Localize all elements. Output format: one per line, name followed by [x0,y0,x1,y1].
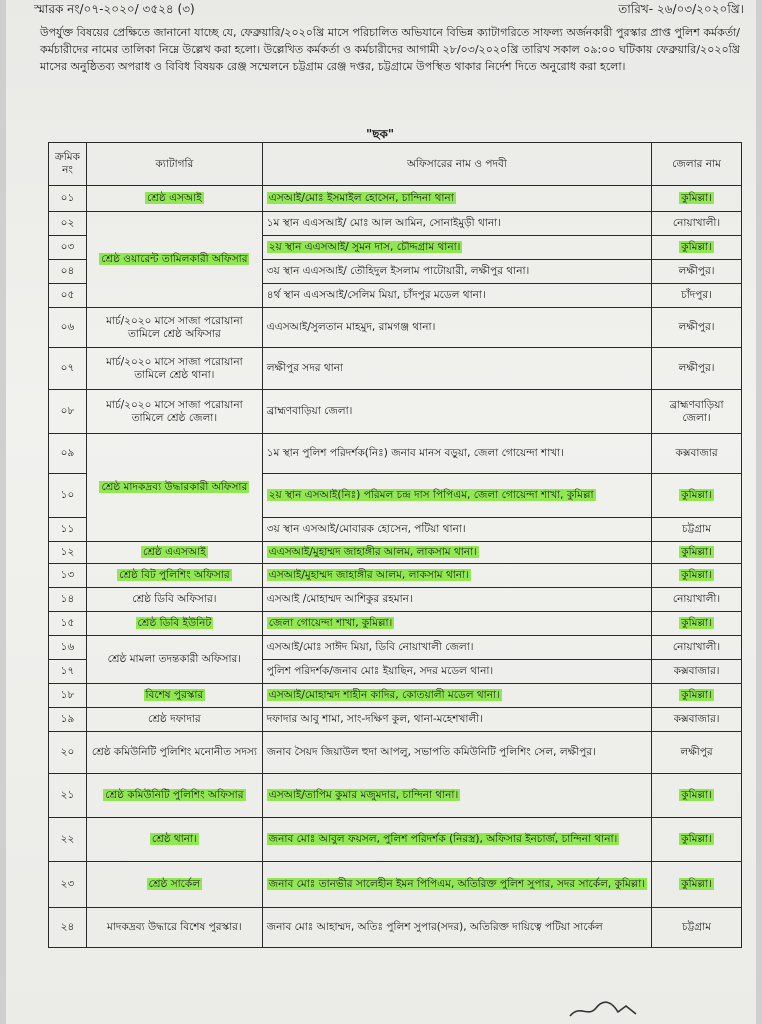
cell-district: চট্টগ্রাম [652,908,742,948]
table-row [49,908,742,948]
highlight-mark: কুমিল্লা। [681,617,712,629]
cell-category [86,186,262,212]
cell-district [652,818,742,862]
cell-category: শ্রেষ্ঠ মামলা তদন্তকারী অফিসার। [86,636,262,684]
cell-serial: ০৫ [49,284,87,308]
cell-district: কক্সবাজার [652,434,742,474]
highlight-mark: কুমিল্লা। [681,192,712,204]
cell-district [652,542,742,564]
cell-serial: ২১ [49,774,87,818]
cell-serial: ০৯ [49,434,87,474]
cell-serial: ০৪ [49,260,87,284]
cell-category [86,434,262,542]
cell-district [652,612,742,636]
cell-officer: ৩য় স্থান এএসআই/ তৌহিদুল ইসলাম পাটোয়ারী, লক্ষীপুর থানা। [262,260,651,284]
cell-district: ব্রাহ্মণবাড়িয়া জেলা। [652,390,742,434]
highlight-mark: শ্রেষ্ঠ মাদকদ্রব্য উদ্ধারকারী অফিসার [101,481,248,493]
cell-district [652,236,742,260]
cell-serial: ০১ [49,186,87,212]
cell-category [86,862,262,908]
cell-serial: ১১ [49,518,87,542]
highlight-mark: জেলা গোয়েন্দা শাখা, কুমিল্লা। [268,617,393,629]
cell-officer [262,774,651,818]
highlight-mark: বিশেষ পুরস্কার [145,689,204,701]
highlight-mark: শ্রেষ্ঠ ওয়ারেন্ট তামিলকারী অফিসার [101,253,248,265]
table-row [49,708,742,732]
highlight-mark: কুমিল্লা। [681,689,712,701]
highlight-mark: কুমিল্লা। [681,878,712,890]
highlight-mark: শ্রেষ্ঠ থানা। [151,833,197,845]
cell-serial: ১৯ [49,708,87,732]
table-row [49,308,742,348]
cell-district: নোয়াখালী। [652,212,742,236]
highlight-mark: এসআই/তাপিম কুমার মজুমদার, চান্দিনা থানা। [268,789,459,801]
highlight-mark: শ্রেষ্ঠ সার্কেল [148,878,201,890]
cell-officer [262,474,651,518]
cell-district: লক্ষীপুর। [652,260,742,284]
cell-officer [262,564,651,588]
cell-serial: ১৮ [49,684,87,708]
cell-district: কক্সবাজার। [652,660,742,684]
signature-scribble-icon [566,998,646,1020]
memo-date: তারিখ- ২৬/০৩/২০২০খ্রি। [618,2,744,16]
highlight-mark: শ্রেষ্ঠ ডিবি ইউনিট [137,617,212,629]
cell-officer: ১ম স্থান এএসআই/ মোঃ আল আমিন, সোনাইমুড়ী থানা। [262,212,651,236]
cell-officer [262,684,651,708]
cell-officer [262,862,651,908]
cell-district: লক্ষীপুর। [652,348,742,390]
table-row [49,818,742,862]
intro-paragraph: উপর্যুক্ত বিষয়ের প্রেক্ষিতে জানানো যাচ্ছে যে, ফেব্রুয়ারি/২০২০খ্রি মাসে পরিচালিত অভিযানে বিভিন্ন ক্যাটাগরিতে সাফল্য অর্জনকারী পুরস্কার প্রাপ্ত পুলিশ কর্মকর্তা/কর্মচারীদের নামের তালিকা নিম্নে উল্লেখ করা হলো। উল্লেখিত কর্মকর্তা ও কর্মচারীদের আগামী ২৮/০৩/২০২০খ্রি তারিখ সকাল ০৯:০০ ঘটিকায় ফেব্রুয়ারি/২০২০খ্রি মাসের অনুষ্ঠিতব্য অপরাধ ও বিবিধ বিষয়ক রেঞ্জ সম্মেলনে চট্টগ্রাম রেঞ্জ দপ্তর, চট্টগ্রামে উপস্থিত থাকার নির্দেশ দিতে অনুরোধ করা হলো। [40,26,740,73]
highlight-mark: এসআই/মোঃ ইসমাইল হোসেন, চান্দিনা থানা [268,192,454,204]
section-title: "ছক" [366,127,395,141]
cell-category: মার্চ/২০২০ মাসে সাজা পরোয়ানা তামিলে শ্রেষ্ঠ অফিসার [86,308,262,348]
cell-category [86,542,262,564]
cell-officer: জনাব মোঃ আহাম্মদ, অতিঃ পুলিশ সুপার(সদর), অতিরিক্ত দায়িত্বে পটিয়া সার্কেল [262,908,651,948]
table-row [49,348,742,390]
header-district: জেলার নাম [652,143,742,186]
cell-serial: ২০ [49,732,87,774]
cell-district: কক্সবাজার। [652,708,742,732]
cell-serial: ১৭ [49,660,87,684]
cell-category [86,818,262,862]
cell-district: নোয়াখালী। [652,636,742,660]
cell-category [86,612,262,636]
cell-district: চাঁদপুর। [652,284,742,308]
cell-serial: ১৪ [49,588,87,612]
highlight-mark: জনাব মোঃ তানভীর সালেহীন ইমন পিপিএম, অতিরিক্ত পুলিশ সুপার, সদর সার্কেল, কুমিল্লা। [268,878,646,890]
table-row [49,542,742,564]
table-row [49,434,742,474]
cell-serial: ১৩ [49,564,87,588]
cell-serial: ১২ [49,542,87,564]
cell-district [652,684,742,708]
cell-serial: ০৬ [49,308,87,348]
header-serial: ক্রমিক নং [49,143,87,186]
cell-category: মাদকদ্রব্য উদ্ধারে বিশেষ পুরস্কার। [86,908,262,948]
cell-category [86,564,262,588]
cell-serial: ১০ [49,474,87,518]
cell-district: নোয়াখালী। [652,588,742,612]
cell-serial: ০৭ [49,348,87,390]
cell-serial: ১৬ [49,636,87,660]
cell-serial: ২৩ [49,862,87,908]
cell-officer: এসআই/মোঃ সাঈদ মিয়া, ডিবি নোয়াখালী জেলা। [262,636,651,660]
table-row [49,732,742,774]
cell-officer: ৩য় স্থান এসআই/মোবারক হোসেন, পটিয়া থানা। [262,518,651,542]
highlight-mark: জনাব মোঃ আবুল ফয়সল, পুলিশ পরিদর্শক (নিরস্ত্র), অফিসার ইনচার্জ, চান্দিনা থানা। [268,833,618,845]
cell-category: শ্রেষ্ঠ দফাদার [86,708,262,732]
cell-district [652,564,742,588]
cell-officer: লক্ষীপুর সদর থানা [262,348,651,390]
table-row [49,588,742,612]
cell-district [652,862,742,908]
cell-category [86,774,262,818]
highlight-mark: কুমিল্লা। [681,546,712,558]
cell-serial: ০৩ [49,236,87,260]
table-row [49,186,742,212]
header-officer: অফিসারের নাম ও পদবী [262,143,651,186]
cell-officer: পুলিশ পরিদর্শক/জনাব মোঃ ইয়াছিন, সদর মডেল থানা। [262,660,651,684]
cell-district: লক্ষীপুর [652,732,742,774]
highlight-mark: ২য় স্থান এএসআই/ সুমন দাস, চৌদ্দগ্রাম থানা। [268,241,461,253]
highlight-mark: কুমিল্লা। [681,241,712,253]
highlight-mark: এসআই/মোহাম্মদ শাহীন কাদির, কোতয়ালী মডেল থানা। [268,689,500,701]
cell-officer: ব্রাহ্মণবাড়িয়া জেলা। [262,390,651,434]
cell-district [652,186,742,212]
table-row [49,636,742,660]
cell-officer [262,612,651,636]
cell-category: মার্চ/২০২০ মাসে সাজা পরোয়ানা তামিলে শ্রেষ্ঠ জেলা। [86,390,262,434]
cell-category: শ্রেষ্ঠ ডিবি অফিসার। [86,588,262,612]
table-row [49,612,742,636]
highlight-mark: শ্রেষ্ঠ বিট পুলিশিং অফিসার [119,569,230,581]
memo-reference: স্মারক নং/০৭-২০২০/ ৩৫২৪ (৩) [34,2,195,16]
cell-officer: ১ম স্থান পুলিশ পরিদর্শক(নিঃ) জনাব মানস বড়ুয়া, জেলা গোয়েন্দা শাখা। [262,434,651,474]
cell-category [86,684,262,708]
cell-category: শ্রেষ্ঠ কমিউনিটি পুলিশিং মনোনীত সদস্য [86,732,262,774]
table-row [49,390,742,434]
cell-officer [262,542,651,564]
header-category: ক্যাটাগরি [86,143,262,186]
cell-district: চট্টগ্রাম [652,518,742,542]
table-header-row [49,143,742,186]
highlight-mark: কুমিল্লা। [681,489,712,501]
highlight-mark: শ্রেষ্ঠ এসআই [147,192,202,204]
table-row [49,564,742,588]
cell-officer [262,186,651,212]
cell-serial: ০২ [49,212,87,236]
cell-officer: এএসআই/সুলতান মাহমুদ, রামগঞ্জ থানা। [262,308,651,348]
cell-officer: এসআই /মোহাম্মদ আশিকুর রহমান। [262,588,651,612]
cell-serial: ২২ [49,818,87,862]
table-row [49,684,742,708]
cell-district: লক্ষীপুর। [652,308,742,348]
cell-officer: দফাদার আবু শামা, সাং-দক্ষিণ কুল, থানা-মহেশখালী। [262,708,651,732]
cell-officer [262,236,651,260]
highlight-mark: এসআই/মুহাম্মদ জাহাঙ্গীর আলম, লাকসাম থানা। [268,569,469,581]
cell-category: মার্চ/২০২০ মাসে সাজা পরোয়ানা তামিলে শ্রেষ্ঠ থানা। [86,348,262,390]
highlight-mark: কুমিল্লা। [681,569,712,581]
highlight-mark: কুমিল্লা। [681,833,712,845]
highlight-mark: ২য় স্থান এসআই(নিঃ) পরিমল চন্দ্র দাস পিপিএম, জেলা গোয়েন্দা শাখা, কুমিল্লা [268,489,594,501]
highlight-mark: শ্রেষ্ঠ এএসআই [143,546,206,558]
cell-serial: ০৮ [49,390,87,434]
highlight-mark: শ্রেষ্ঠ কমিউনিটি পুলিশিং অফিসার [105,789,244,801]
cell-district [652,774,742,818]
cell-district [652,474,742,518]
highlight-mark: এএসআই/মুহাম্মদ জাহাঙ্গীর আলম, লাকসাম থানা। [268,546,477,558]
table-row [49,212,742,236]
cell-officer [262,818,651,862]
award-table [48,142,742,948]
table-row [49,862,742,908]
table-row [49,774,742,818]
cell-category [86,212,262,308]
highlight-mark: কুমিল্লা। [681,789,712,801]
cell-officer: জনাব সৈয়দ জিয়াউল হুদা আপলু, সভাপতি কমিউনিটি পুলিশিং সেল, লক্ষীপুর। [262,732,651,774]
header-reference [34,0,754,22]
cell-serial: ১৫ [49,612,87,636]
cell-officer: ৪র্থ স্থান এএসআই/সেলিম মিয়া, চাঁদপুর মডেল থানা। [262,284,651,308]
document-page [6,0,756,1024]
cell-serial: ২৪ [49,908,87,948]
